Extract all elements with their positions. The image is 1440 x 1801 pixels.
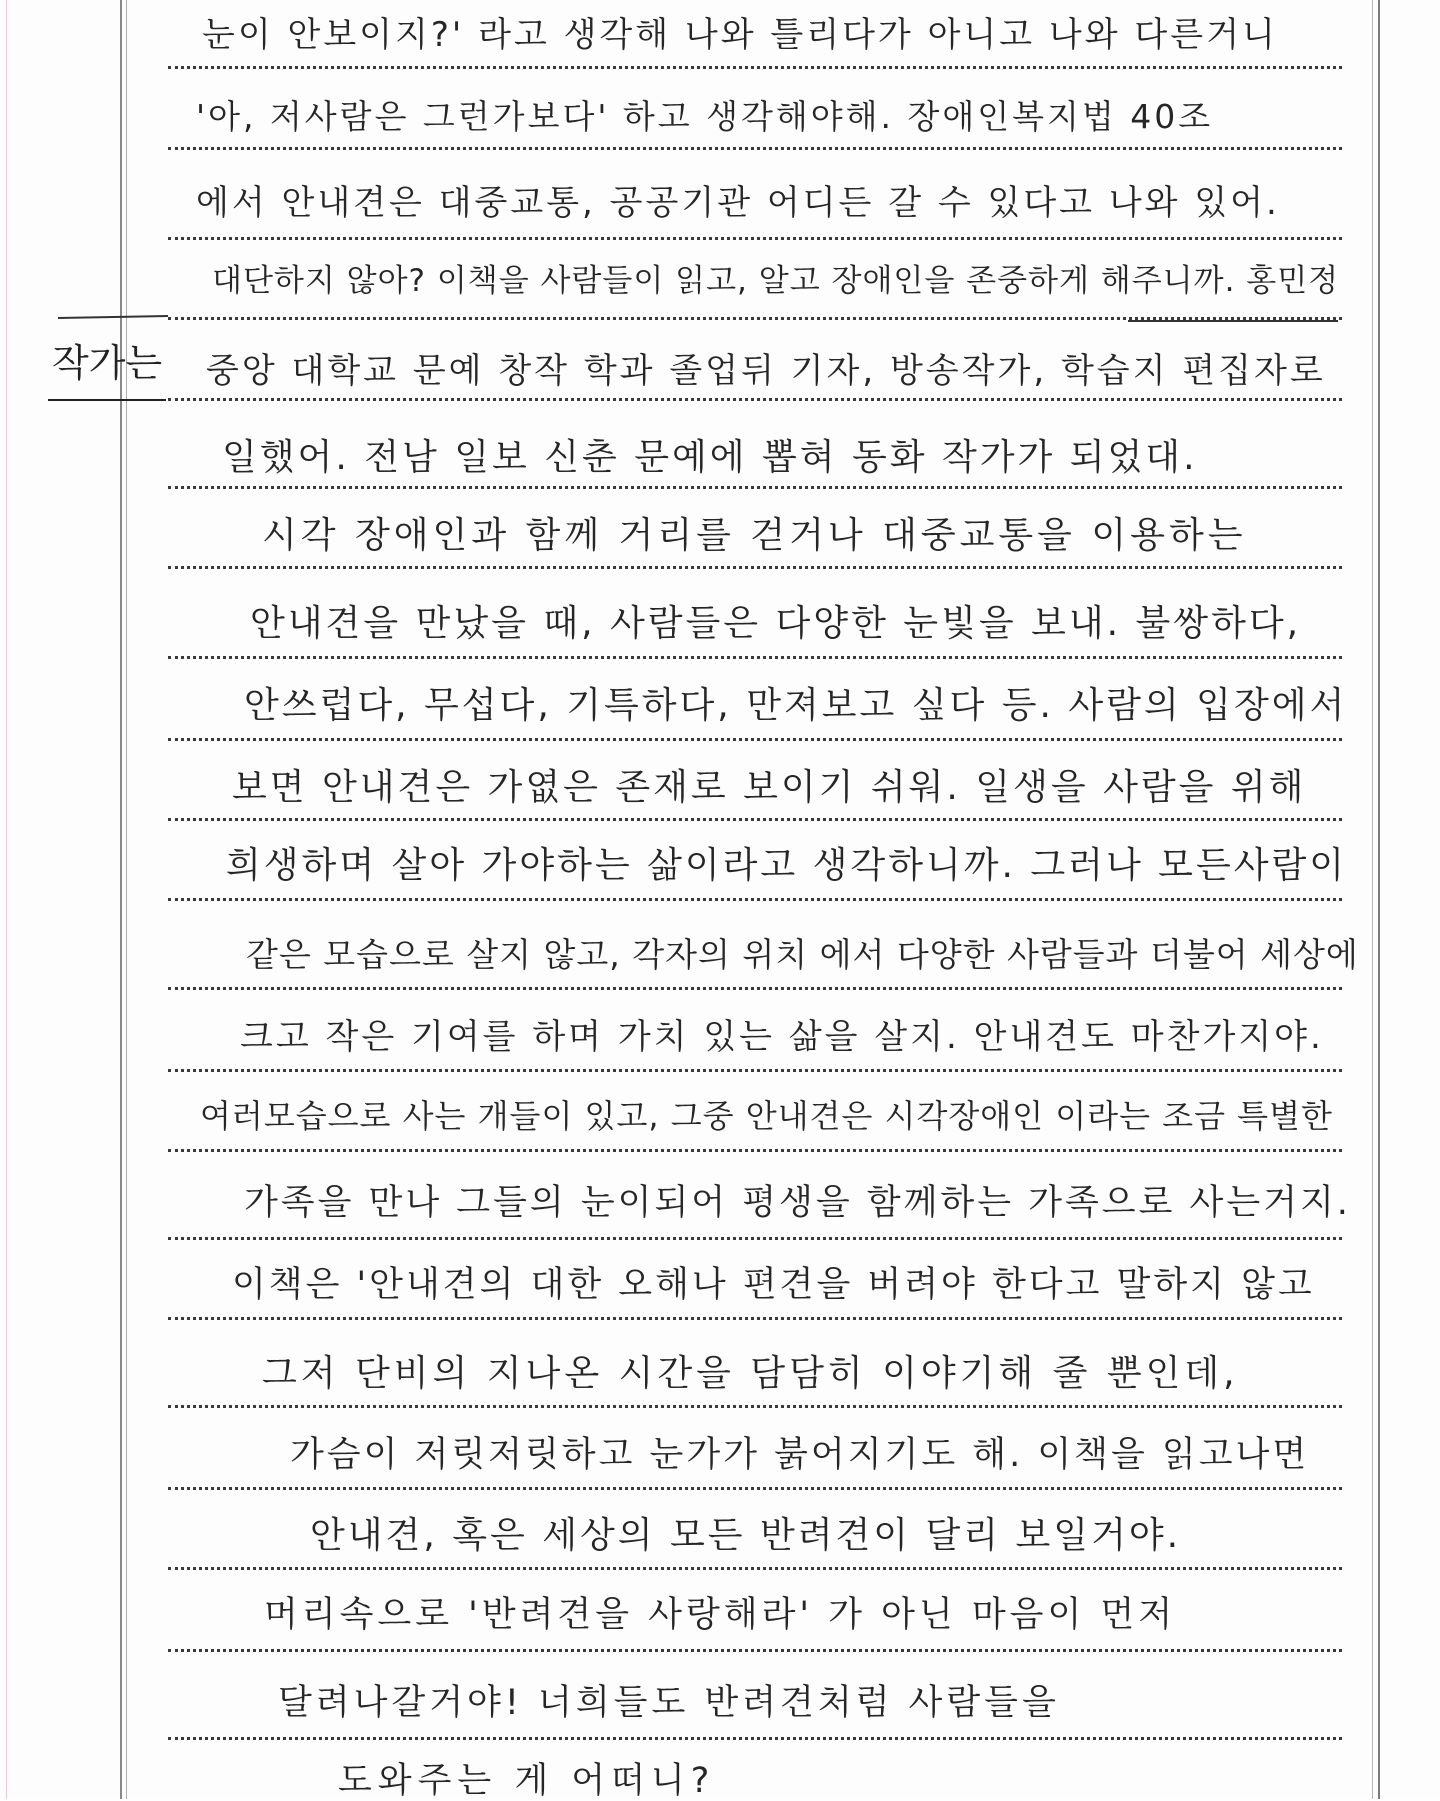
margin-rule-inner	[126, 0, 127, 1799]
text-line: 안내견을 만났을 때, 사람들은 다양한 눈빛을 보내. 불쌍하다,	[250, 603, 1302, 644]
margin-note-underline	[48, 399, 166, 401]
guide-rule	[168, 1237, 1342, 1240]
guide-rule	[168, 1487, 1342, 1490]
guide-rule	[168, 486, 1342, 489]
text-line: 크고 작은 기여를 하며 가치 있는 삶을 살지. 안내견도 마찬가지야.	[240, 1017, 1324, 1057]
guide-rule	[168, 398, 1342, 401]
guide-rule	[168, 1567, 1342, 1570]
guide-rule	[168, 898, 1342, 901]
text-line: 시각 장애인과 함께 거리를 걷거나 대중교통을 이용하는	[262, 515, 1247, 556]
text-line: 대단하지 않아? 이책을 사람들이 읽고, 알고 장애인을 존중하게 해주니까. 홍민정	[212, 263, 1340, 299]
text-line: 희생하며 살아 가야하는 삶이라고 생각하니까. 그러나 모든사람이	[226, 845, 1348, 886]
text-line: 같은 모습으로 살지 않고, 각자의 위치 에서 다양한 사람들과 더불어 세상에	[246, 935, 1359, 974]
text-line: 눈이 안보이지?' 라고 생각해 나와 틀리다가 아니고 나와 다른거니	[202, 15, 1278, 55]
text-line: 보면 안내견은 가엾은 존재로 보이기 쉬워. 일생을 사람을 위해	[232, 767, 1307, 808]
guide-rule	[168, 147, 1342, 150]
text-line: 여러모습으로 사는 개들이 있고, 그중 안내견은 시각장애인 이라는 조금 특별한	[200, 1097, 1333, 1135]
text-line: '아, 저사람은 그런가보다' 하고 생각해야해. 장애인복지법 40조	[196, 97, 1214, 136]
right-rule	[1378, 0, 1380, 1799]
text-line: 안쓰럽다, 무섭다, 기특하다, 만져보고 싶다 등. 사람의 입장에서	[244, 685, 1348, 726]
text-line: 일했어. 전남 일보 신춘 문예에 뽑혀 동화 작가가 되었대.	[222, 437, 1198, 478]
guide-rule	[168, 237, 1342, 240]
guide-rule	[168, 566, 1342, 569]
guide-rule	[168, 66, 1342, 69]
guide-rule	[168, 738, 1342, 741]
guide-rule	[168, 987, 1342, 990]
text-line: 에서 안내견은 대중교통, 공공기관 어디든 갈 수 있다고 나와 있어.	[196, 183, 1280, 223]
guide-rule	[168, 1649, 1342, 1652]
margin-note-overline	[58, 315, 168, 319]
guide-rule	[168, 1737, 1342, 1740]
guide-rule	[168, 1317, 1342, 1320]
text-line: 머리속으로 '반려견을 사랑해라' 가 아닌 마음이 먼저	[264, 1595, 1177, 1635]
guide-rule	[168, 1149, 1342, 1152]
text-line: 이책은 '안내견의 대한 오해나 편견을 버려야 한다고 말하지 않고	[232, 1265, 1315, 1305]
guide-rule	[168, 1069, 1342, 1072]
text-line: 도와주는 게 어떠니?	[338, 1761, 716, 1801]
author-name-underline	[1128, 320, 1338, 322]
text-line: 달려나갈거야! 너희들도 반려견처럼 사람들을	[278, 1683, 1060, 1723]
text-line: 가슴이 저릿저릿하고 눈가가 붉어지기도 해. 이책을 읽고나면	[290, 1435, 1310, 1475]
left-edge-rule	[6, 0, 7, 1799]
text-line: 가족을 만나 그들의 눈이되어 평생을 함께하는 가족으로 사는거지.	[244, 1183, 1351, 1223]
text-line: 중앙 대학교 문예 창작 학과 졸업뒤 기자, 방송작가, 학습지 편집자로	[206, 351, 1326, 391]
guide-rule	[168, 1405, 1342, 1408]
text-line: 그저 단비의 지나온 시간을 담담히 이야기해 줄 뿐인데,	[262, 1353, 1239, 1394]
margin-rule	[120, 0, 122, 1799]
guide-rule	[168, 818, 1342, 821]
text-line: 안내견, 혹은 세상의 모든 반려견이 달리 보일거야.	[310, 1515, 1182, 1556]
right-rule-inner	[1372, 0, 1373, 1799]
margin-note-author: 작가는	[52, 341, 163, 385]
guide-rule	[168, 656, 1342, 659]
